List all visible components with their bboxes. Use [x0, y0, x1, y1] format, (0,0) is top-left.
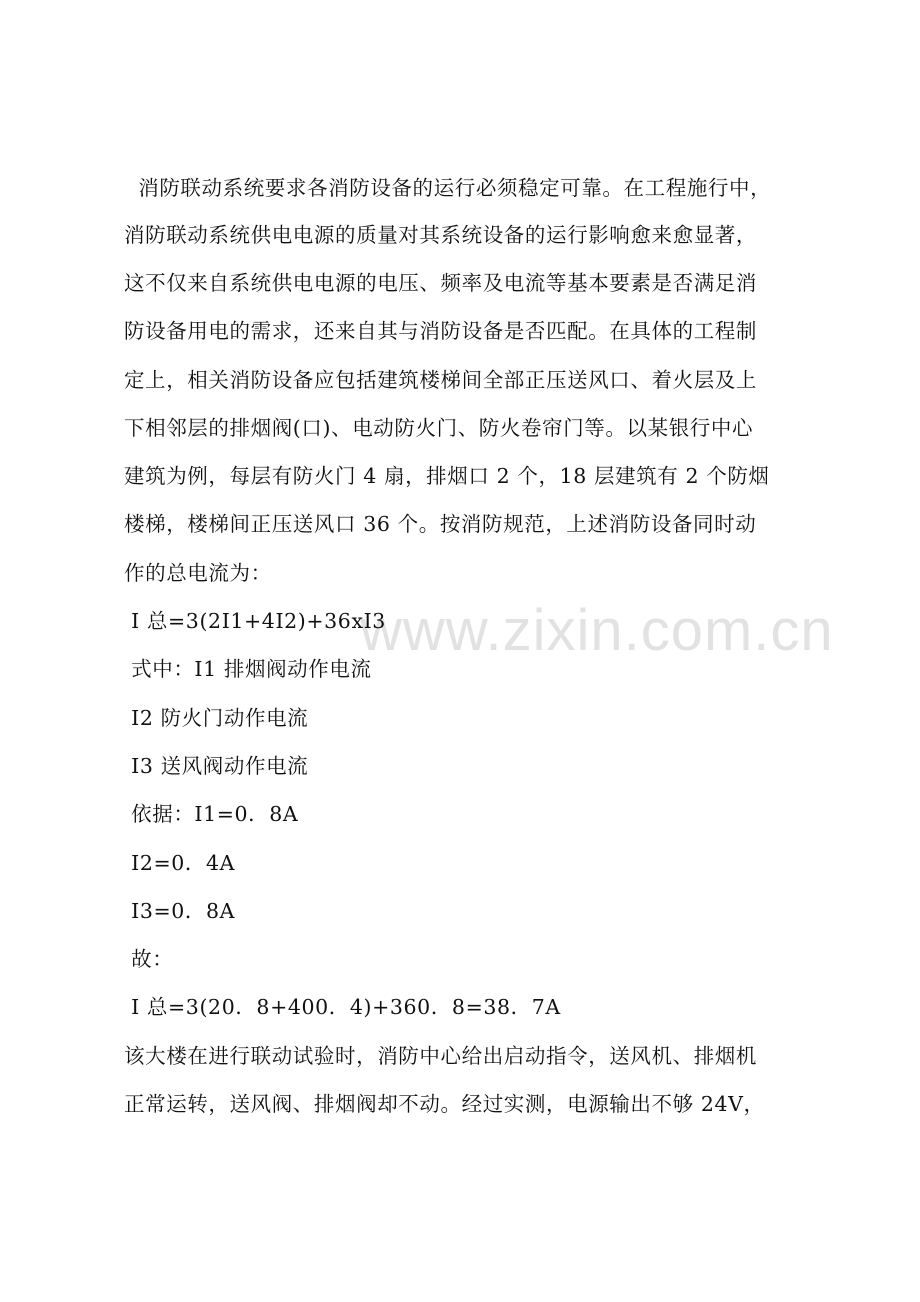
paragraph-line: 楼梯，楼梯间正压送风口 36 个。按消防规范，上述消防设备同时动	[124, 512, 757, 536]
paragraph-line: 防设备用电的需求，还来自其与消防设备是否匹配。在具体的工程制	[124, 319, 757, 343]
watermark: www.zixin.com.cn	[360, 598, 834, 663]
value-line: I3=0．8A	[124, 899, 236, 923]
result-formula-line: I 总=3(20．8+400．4)+360．8=38．7A	[124, 995, 561, 1019]
paragraph-line: 消防联动系统要求各消防设备的运行必须稳定可靠。在工程施行中，	[124, 176, 772, 200]
paragraph-line: 正常运转，送风阀、排烟阀却不动。经过实测，电源输出不够 24V，	[124, 1092, 765, 1116]
paragraph-line: 这不仅来自系统供电电源的电压、频率及电流等基本要素是否满足消	[124, 271, 757, 295]
definition-line: I2 防火门动作电流	[124, 706, 309, 730]
paragraph-line: 定上，相关消防设备应包括建筑楼梯间全部正压送风口、着火层及上	[124, 368, 757, 392]
definition-line: 式中：I1 排烟阀动作电流	[124, 657, 372, 681]
conclusion-label: 故：	[124, 947, 174, 971]
paragraph-line: 作的总电流为：	[124, 561, 272, 585]
paragraph-line: 建筑为例，每层有防火门 4 扇，排烟口 2 个，18 层建筑有 2 个防烟	[124, 464, 770, 488]
value-line: I2=0．4A	[124, 851, 236, 875]
paragraph-line: 消防联动系统供电电源的质量对其系统设备的运行影响愈来愈显著，	[124, 223, 757, 247]
definition-line: I3 送风阀动作电流	[124, 754, 309, 778]
paragraph-line: 下相邻层的排烟阀(口)、电动防火门、防火卷帘门等。以某银行中心	[124, 416, 754, 440]
formula-line: I 总=3(2I1+4I2)+36xI3	[124, 609, 386, 633]
paragraph-line: 该大楼在进行联动试验时，消防中心给出启动指令，送风机、排烟机	[124, 1044, 757, 1068]
value-line: 依据：I1=0．8A	[124, 802, 299, 826]
